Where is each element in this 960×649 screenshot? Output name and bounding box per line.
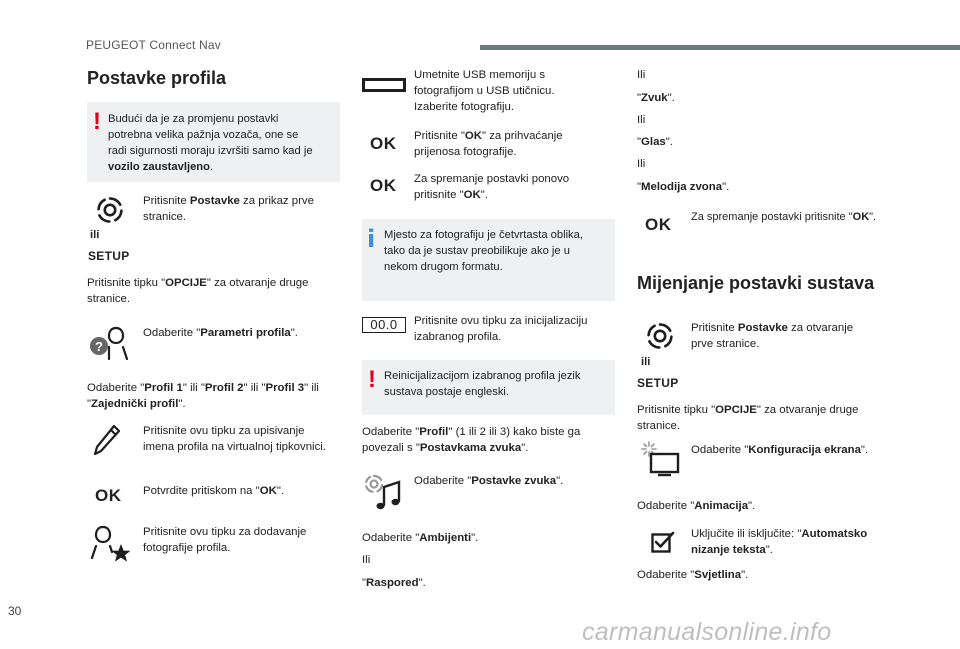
step-settings-text: Pritisnite Postavke za otvaranje prve stranice. [691,322,854,350]
running-header: PEUGEOT Connect Nav [86,38,221,52]
paragraph-link-sound: Odaberite "Profil" (1 ili 2 ili 3) kako biste ga povezali s "Postavkama zvuka". [362,426,581,454]
step-usb-text: Umetnite USB memoriju s fotografijom u USB utičnicu. Izaberite fotografiju. [414,69,555,113]
info-icon: i [367,225,376,253]
paragraph-animation: Odaberite "Animacija". [637,500,756,512]
step-save-again-text: Za spremanje postavki ponovo pritisnite "OK". [414,173,570,201]
step-confirm-text: Potvrdite pritiskom na "OK". [143,485,285,497]
or-label: Ili [637,114,646,126]
page-number: 30 [8,604,22,618]
warning-icon: ! [93,108,101,135]
ok-button-label: OK [370,176,397,195]
gear-icon [95,195,125,225]
warning-box [362,360,615,415]
step-profile-params-text: Odaberite "Parametri profila". [143,327,298,339]
step-keyboard-text: Pritisnite ovu tipku za upisivanje imena profila na virtualnoj tipkovnici. [143,425,326,453]
option-voice: "Glas". [637,136,673,148]
or-label: ili [90,229,100,241]
paragraph-brightness: Odaberite "Svjetlina". [637,569,749,581]
pencil-icon [92,423,122,457]
setup-button-label: SETUP [88,249,130,263]
section-heading-profile-settings: Postavke profila [87,68,227,88]
profile-star-icon [90,524,134,564]
paragraph-options: Pritisnite tipku "OPCIJE" za otvaranje druge stranice. [87,277,309,305]
paragraph-select-profile: Odaberite "Profil 1" ili "Profil 2" ili "Profil 3" ili "Zajednički profil". [87,382,319,410]
profile-question-icon [89,325,129,363]
info-text: Mjesto za fotografiju je četvrtasta oblika, tako da je sustav preobilikuje ako je u nekom drugom formatu. [384,229,583,273]
svg-text:?: ? [95,339,103,354]
step-text-scroll-text: Uključite ili isključite: "Automatsko nizanje teksta". [691,528,868,556]
section-heading-system-settings: Mijenjanje postavki sustava [637,273,875,293]
usb-slot-icon [362,78,406,92]
screen-brightness-icon [641,441,681,477]
warning-text: Reinicijalizacijom izabranog profila jezik sustava postaje engleski. [384,370,581,398]
checkbox-icon [651,531,675,553]
or-label: ili [641,356,651,368]
or-label: Ili [637,69,646,81]
ok-button-label: OK [370,134,397,153]
option-ringtone: "Melodija zvona". [637,181,730,193]
paragraph-options: Pritisnite tipku "OPCIJE" za otvaranje druge stranice. [637,404,859,432]
watermark: carmanualsonline.info [582,618,832,646]
ok-button-label: OK [645,215,672,234]
setup-button-label: SETUP [637,376,679,390]
warning-text: Budući da je za promjenu postavki potrebna velika pažnja vozača, one se radi sigurnosti moraju izvršiti samo kad je vozilo zaustavljeno. [108,113,313,173]
step-screen-config-text: Odaberite "Konfiguracija ekrana". [691,444,869,456]
warning-icon: ! [368,366,376,393]
paragraph-layout: "Raspored". [362,577,426,589]
paragraph-ambiences: Odaberite "Ambijenti". [362,532,479,544]
step-add-photo-text: Pritisnite ovu tipku za dodavanje fotografije profila. [143,526,307,554]
ok-button-label: OK [95,486,122,505]
or-label: Ili [637,158,646,170]
step-accept-photo-text: Pritisnite "OK" za prihvaćanje prijenosa fotografije. [414,130,563,158]
step-settings-text: Pritisnite Postavke za prikaz prve stranice. [143,195,314,223]
step-save-text: Za spremanje postavki pritisnite "OK". [691,211,877,223]
step-reset-text: Pritisnite ovu tipku za inicijalizaciju izabranog profila. [414,315,588,343]
option-sound: "Zvuk". [637,92,675,104]
step-sound-settings-text: Odaberite "Postavke zvuka". [414,475,564,487]
reset-profile-button: 00.0 [362,317,406,333]
or-label: Ili [362,554,371,566]
header-bar [480,45,960,50]
gear-icon [645,321,675,351]
music-gear-icon [364,474,404,512]
warning-box [87,102,340,182]
info-box [362,219,615,301]
